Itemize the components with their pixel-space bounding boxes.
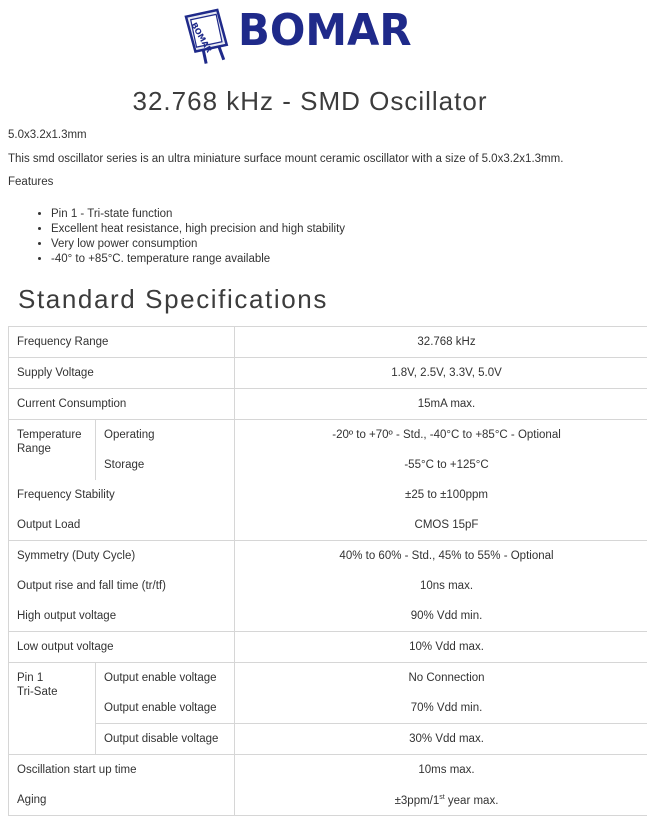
- spec-value: ±25 to ±100ppm: [405, 489, 488, 501]
- table-row: [9, 327, 647, 358]
- spec-label: Symmetry (Duty Cycle): [9, 541, 235, 572]
- table-row: [9, 601, 647, 632]
- spec-value: 10% Vdd max.: [409, 641, 484, 653]
- features-list: [32, 207, 345, 267]
- table-row: [9, 571, 647, 601]
- spec-value: No Connection: [408, 672, 485, 684]
- spec-value: 10ms max.: [418, 764, 475, 776]
- spec-value: 32.768 kHz: [417, 336, 476, 348]
- aging-value-suffix: year max.: [444, 794, 499, 807]
- pin1-label-line2: Tri-Sate: [17, 686, 58, 698]
- spec-sublabel: Output enable voltage: [96, 693, 235, 724]
- spec-table: [8, 326, 647, 816]
- spec-value: 40% to 60% - Std., 45% to 55% - Optional: [339, 550, 554, 562]
- spec-group-label: [9, 663, 96, 755]
- spec-label: Aging: [9, 785, 235, 816]
- table-row: [9, 510, 647, 541]
- spec-group-label: Temperature Range: [9, 420, 96, 481]
- table-row: [9, 450, 647, 480]
- spec-value: -20º to +70º - Std., -40°C to +85°C - Optional: [332, 429, 561, 441]
- page-title: 32.768 kHz - SMD Oscillator: [132, 86, 488, 116]
- spec-label: Frequency Stability: [9, 480, 235, 510]
- spec-label: Current Consumption: [9, 389, 235, 420]
- table-row: [9, 724, 647, 755]
- feature-item: • Very low power consumption: [51, 237, 345, 252]
- bomar-logo: [180, 3, 412, 65]
- size-line: 5.0x3.2x1.3mm: [8, 129, 87, 141]
- crystal-label: BOMAR: [189, 21, 214, 55]
- spec-label: Output rise and fall time (tr/tf): [9, 571, 235, 601]
- table-row: [9, 420, 647, 451]
- spec-value: 70% Vdd min.: [410, 702, 483, 714]
- logo-wordmark: BOMAR: [238, 5, 412, 56]
- feature-item: • Excellent heat resistance, high precision and high stability: [51, 222, 345, 237]
- table-row: [9, 632, 647, 663]
- spec-label: Frequency Range: [9, 327, 235, 358]
- pin1-label-line1: Pin 1: [17, 672, 44, 684]
- table-row: [9, 693, 647, 724]
- spec-value: -55°C to +125°C: [404, 459, 489, 471]
- spec-label: High output voltage: [9, 601, 235, 632]
- table-row: [9, 785, 647, 816]
- table-row: [9, 480, 647, 510]
- feature-item: • Pin 1 - Tri-state function: [51, 207, 345, 222]
- spec-sublabel: Storage: [96, 450, 235, 480]
- spec-value: 10ns max.: [419, 580, 474, 592]
- feature-item: • -40° to +85°C. temperature range available: [51, 252, 345, 267]
- table-row: [9, 358, 647, 389]
- spec-value: 1.8V, 2.5V, 3.3V, 5.0V: [391, 367, 502, 379]
- spec-value: 15mA max.: [417, 398, 476, 410]
- aging-value-sup: st: [439, 793, 445, 801]
- spec-label: Supply Voltage: [9, 358, 235, 389]
- spec-value: CMOS 15pF: [414, 519, 479, 531]
- section-title: Standard Specifications: [18, 284, 328, 314]
- aging-value-prefix: ±3ppm/1: [394, 794, 440, 807]
- spec-label: Oscillation start up time: [9, 755, 235, 786]
- table-row: [9, 663, 647, 694]
- table-row: [9, 541, 647, 572]
- spec-value: [235, 785, 647, 816]
- table-row: [9, 755, 647, 786]
- spec-sublabel: Output disable voltage: [96, 724, 235, 755]
- spec-sublabel: Output enable voltage: [96, 663, 235, 694]
- spec-label: Low output voltage: [9, 632, 235, 663]
- description: This smd oscillator series is an ultra miniature surface mount ceramic oscillator with a size of 5.0x3.2x1.3mm.: [8, 153, 564, 165]
- table-row: [9, 389, 647, 420]
- spec-value: 30% Vdd max.: [235, 724, 647, 755]
- features-label: Features: [8, 176, 54, 188]
- spec-label: Output Load: [9, 510, 235, 541]
- spec-value: 90% Vdd min.: [410, 610, 483, 622]
- spec-sublabel: Operating: [96, 420, 235, 451]
